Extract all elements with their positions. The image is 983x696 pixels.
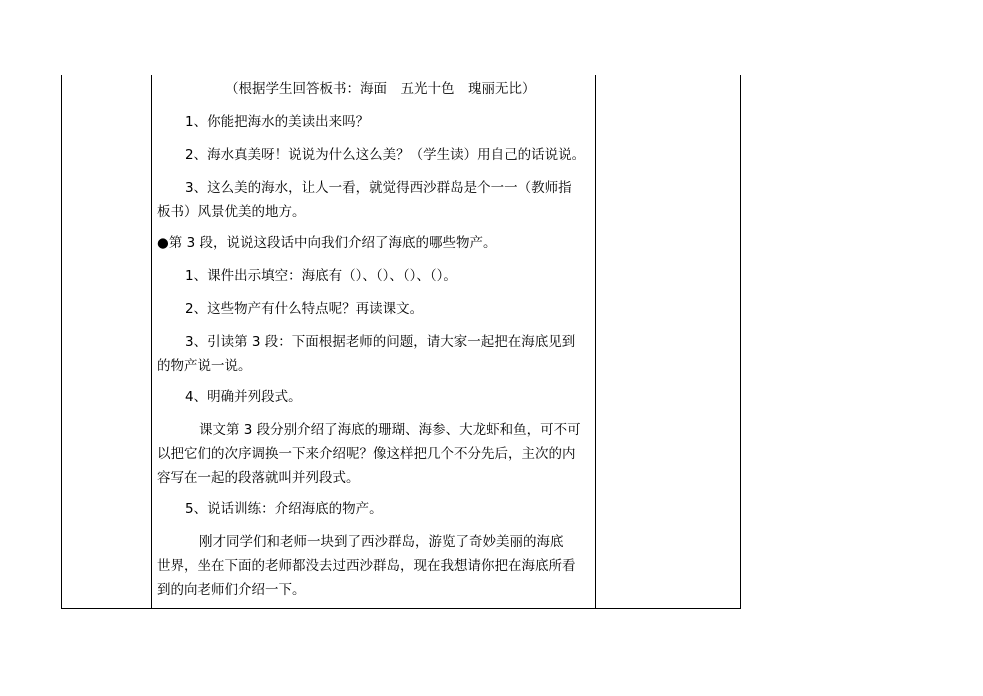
closing-line-1: 刚才同学们和老师一块到了西沙群岛，游览了奇妙美丽的海底 — [199, 534, 564, 550]
column-divider-right — [595, 75, 596, 609]
table-left-border — [61, 75, 62, 609]
section-3-heading: ●第 3 段，说说这段话中向我们介绍了海底的哪些物产。 — [157, 235, 497, 251]
column-divider-left — [151, 75, 152, 609]
step-5: 5、说话训练：介绍海底的物产。 — [185, 501, 383, 517]
table-right-border — [740, 75, 741, 609]
board-writing-note: （根据学生回答板书：海面 五光十色 瑰丽无比） — [225, 81, 536, 97]
step-3-line-2: 的物产说一说。 — [157, 358, 252, 374]
step-2: 2、这些物产有什么特点呢？再读课文。 — [185, 301, 424, 317]
closing-line-3: 到的向老师们介绍一下。 — [157, 582, 306, 598]
explanation-line-2: 以把它们的次序调换一下来介绍呢？像这样把几个不分先后，主次的内 — [157, 446, 576, 462]
step-1-fill-in: 1、课件出示填空：海底有（）、（）、（）、（）。 — [185, 268, 457, 284]
explanation-line-1: 课文第 3 段分别介绍了海底的珊瑚、海参、大龙虾和鱼，可不可 — [199, 422, 581, 438]
table-bottom-border — [61, 608, 741, 609]
question-3-line-1: 3、这么美的海水，让人一看，就觉得西沙群岛是个一一（教师指 — [185, 180, 572, 196]
question-3-line-2: 板书）风景优美的地方。 — [157, 204, 306, 220]
closing-line-2: 世界，坐在下面的老师都没去过西沙群岛，现在我想请你把在海底所看 — [157, 558, 576, 574]
question-2: 2、海水真美呀！说说为什么这么美？（学生读）用自己的话说说。 — [185, 147, 586, 163]
question-1: 1、你能把海水的美读出来吗？ — [185, 114, 370, 130]
step-4: 4、明确并列段式。 — [185, 389, 302, 405]
step-3-line-1: 3、引读第 3 段：下面根据老师的问题，请大家一起把在海底见到 — [185, 334, 576, 350]
explanation-line-3: 容写在一起的段落就叫并列段式。 — [157, 470, 360, 486]
